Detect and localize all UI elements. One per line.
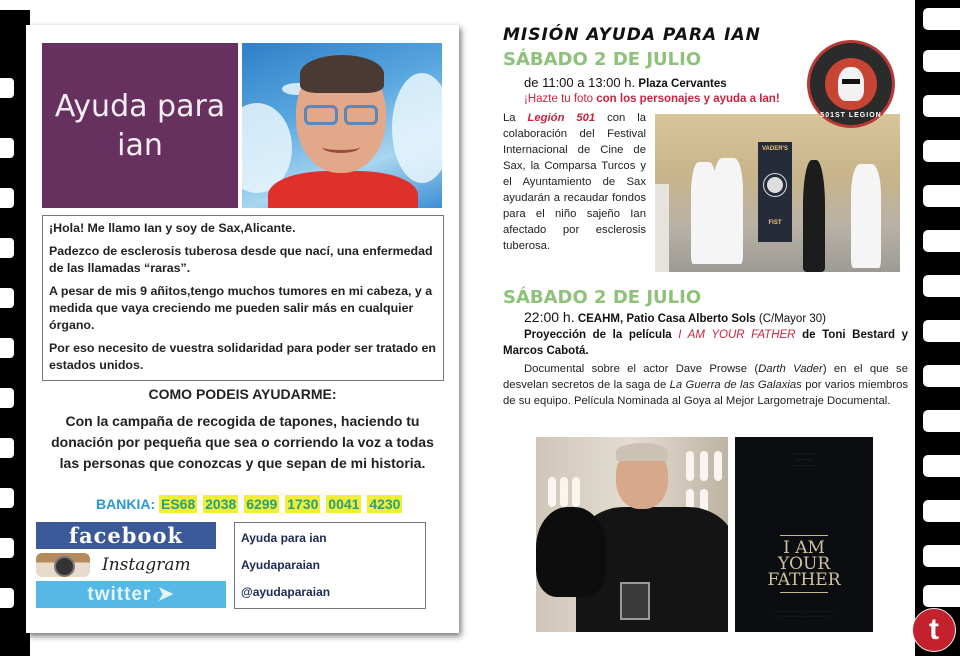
event2-address: (C/Mayor 30) xyxy=(758,313,826,325)
tagline-bold: con los personajes y ayuda a Ian! xyxy=(596,93,780,105)
twitter-wordmark: twitter xyxy=(87,584,152,605)
film-hole xyxy=(0,78,14,98)
event1-tagline xyxy=(524,93,780,105)
event2-place: CEAHM, Patio Casa Alberto Sols xyxy=(577,313,756,325)
help-heading: COMO PODEIS AYUDARME: xyxy=(148,386,337,402)
instagram-handle: Ayudaparaian xyxy=(241,558,320,572)
film-hole xyxy=(0,238,14,258)
doc-text: Documental sobre el actor Dave Prowse ( xyxy=(524,363,759,375)
poster-title-line: YOUR xyxy=(777,554,831,574)
film-hole xyxy=(923,95,960,117)
tagline-text: ¡Hazte tu foto xyxy=(524,93,597,105)
ayuda-poster xyxy=(26,25,459,633)
event1-time xyxy=(524,75,727,90)
banner-top-text: VADER'S xyxy=(762,146,788,152)
intro-paragraph: A pesar de mis 9 añitos,tengo muchos tumores en mi cabeza, y a medida que vaya creciendo me pueden salir más en cualquier órgano. xyxy=(49,284,433,332)
film-hole xyxy=(923,320,960,342)
poster-title-line1: Ayuda para xyxy=(54,88,226,124)
facebook-handle: Ayuda para ian xyxy=(241,531,327,545)
film-hole xyxy=(0,138,14,158)
intro-paragraph: Padezco de esclerosis tuberosa desde que nací, una enfermedad de las llamadas “raras”. xyxy=(49,244,433,275)
bank-account xyxy=(96,496,404,512)
film-hole xyxy=(923,8,960,30)
film-poster: · · · · · · · · · · · · · · · · · · · · · · I AM YOUR FATHER · · · · · · · · · · · · · · · · · · · · · · · · · · · · · · · · · · · · · · · · · · · · · · · · · · · · · · xyxy=(735,437,873,632)
instagram-icon xyxy=(36,553,90,577)
iban-chunk: ES68 xyxy=(161,496,196,512)
film-hole xyxy=(923,185,960,207)
film-hole xyxy=(0,488,14,508)
film-hole xyxy=(0,338,14,358)
twitter-icon: twitter ➤ xyxy=(36,581,226,608)
film-hole xyxy=(923,410,960,432)
event2-time xyxy=(524,309,826,325)
iban-chunk: 0041 xyxy=(328,496,360,512)
legion-highlight: Legión 501 xyxy=(527,112,596,124)
doc-text: ) en el que se desvelan secretos de la saga de xyxy=(503,363,908,391)
film-strip-right xyxy=(915,0,960,656)
dave-prowse-photo xyxy=(536,437,728,632)
doc-saga: La Guerra de las Galaxias xyxy=(669,379,802,391)
event2-date: SÁBADO 2 DE JULIO xyxy=(503,287,702,308)
stormtrooper-icon xyxy=(838,67,864,101)
social-handles xyxy=(234,522,426,609)
proj-text: de Toni Bestard y Marcos Cabotá. xyxy=(503,329,908,357)
intro-paragraph: Por eso necesito de vuestra solidaridad para poder ser tratado en estados unidos. xyxy=(49,341,436,372)
facebook-icon: facebook xyxy=(36,522,216,549)
iban-chunk: 1730 xyxy=(287,496,319,512)
event2-hours: 22:00 h. xyxy=(524,309,575,325)
desc-text: con la colaboración del Festival Internacional de Cine de Sax, la Comparsa Turcos y el Ayuntamiento de Sax ayudarán a recaudar fondos para el niño sajeño Ian afectado por esclerosis tuberosa. xyxy=(503,112,646,252)
film-hole xyxy=(0,588,14,608)
iban-chunk: 6299 xyxy=(246,496,278,512)
logo-text: 501ST LEGION xyxy=(820,112,882,119)
doc-role: Darth Vader xyxy=(758,363,823,375)
legion-501-logo xyxy=(807,40,895,128)
doc-text: por varios miembros de su equipo. Película Nominada al Goya al Mejor Largometraje Documental. xyxy=(503,379,908,407)
film-hole xyxy=(0,288,14,308)
event1-description xyxy=(503,110,646,254)
proj-text: Proyección de la película xyxy=(524,329,679,341)
event2-projection xyxy=(503,327,908,359)
iban-chunk: 2038 xyxy=(205,496,237,512)
mission-title: MISIÓN AYUDA PARA IAN xyxy=(503,25,761,45)
film-hole xyxy=(0,388,14,408)
film-hole xyxy=(923,50,960,72)
event1-hours: de 11:00 a 13:00 h. xyxy=(524,75,636,90)
poster-title-line2: ian xyxy=(117,127,163,163)
banner-bottom-text: FIST xyxy=(768,220,782,226)
film-hole xyxy=(923,500,960,522)
poster-title-line: FATHER xyxy=(767,570,841,590)
film-poster-title xyxy=(767,540,840,588)
film-hole xyxy=(923,585,960,607)
twitter-handle: @ayudaparaian xyxy=(241,585,331,599)
film-hole xyxy=(0,438,14,458)
stormtroopers-photo xyxy=(655,114,900,272)
film-hole xyxy=(923,275,960,297)
intro-box xyxy=(42,215,444,381)
film-hole xyxy=(923,365,960,387)
mission-page xyxy=(500,0,910,656)
film-hole xyxy=(923,545,960,567)
imperial-emblem-icon xyxy=(764,174,786,196)
desc-text: La xyxy=(503,112,528,124)
film-hole xyxy=(923,230,960,252)
event2-description xyxy=(503,361,908,409)
instagram-logo xyxy=(36,551,226,578)
event1-place: Plaza Cervantes xyxy=(638,78,727,90)
event1-date: SÁBADO 2 DE JULIO xyxy=(503,49,702,70)
film-title-highlight: I AM YOUR FATHER xyxy=(678,329,796,341)
film-hole xyxy=(0,538,14,558)
film-hole xyxy=(923,140,960,162)
vader-helmet xyxy=(536,507,606,597)
poster-title xyxy=(42,43,238,208)
help-text: Con la campaña de recogida de tapones, haciendo tu donación por pequeña que sea o corriendo la voz a todas las personas que conozcas y que sepan de mi historia. xyxy=(51,413,434,471)
social-logos xyxy=(36,522,226,608)
iban-chunk: 4230 xyxy=(369,496,401,512)
brand-logo-icon: t xyxy=(912,608,956,652)
film-hole xyxy=(0,188,14,208)
boy-photo xyxy=(242,43,442,208)
film-hole xyxy=(923,455,960,477)
poster-title-line: I AM xyxy=(783,538,825,558)
intro-paragraph: ¡Hola! Me llamo Ian y soy de Sax,Alicante. xyxy=(49,221,296,235)
instagram-wordmark: Instagram xyxy=(102,554,191,575)
bank-label: BANKIA: xyxy=(96,496,156,512)
